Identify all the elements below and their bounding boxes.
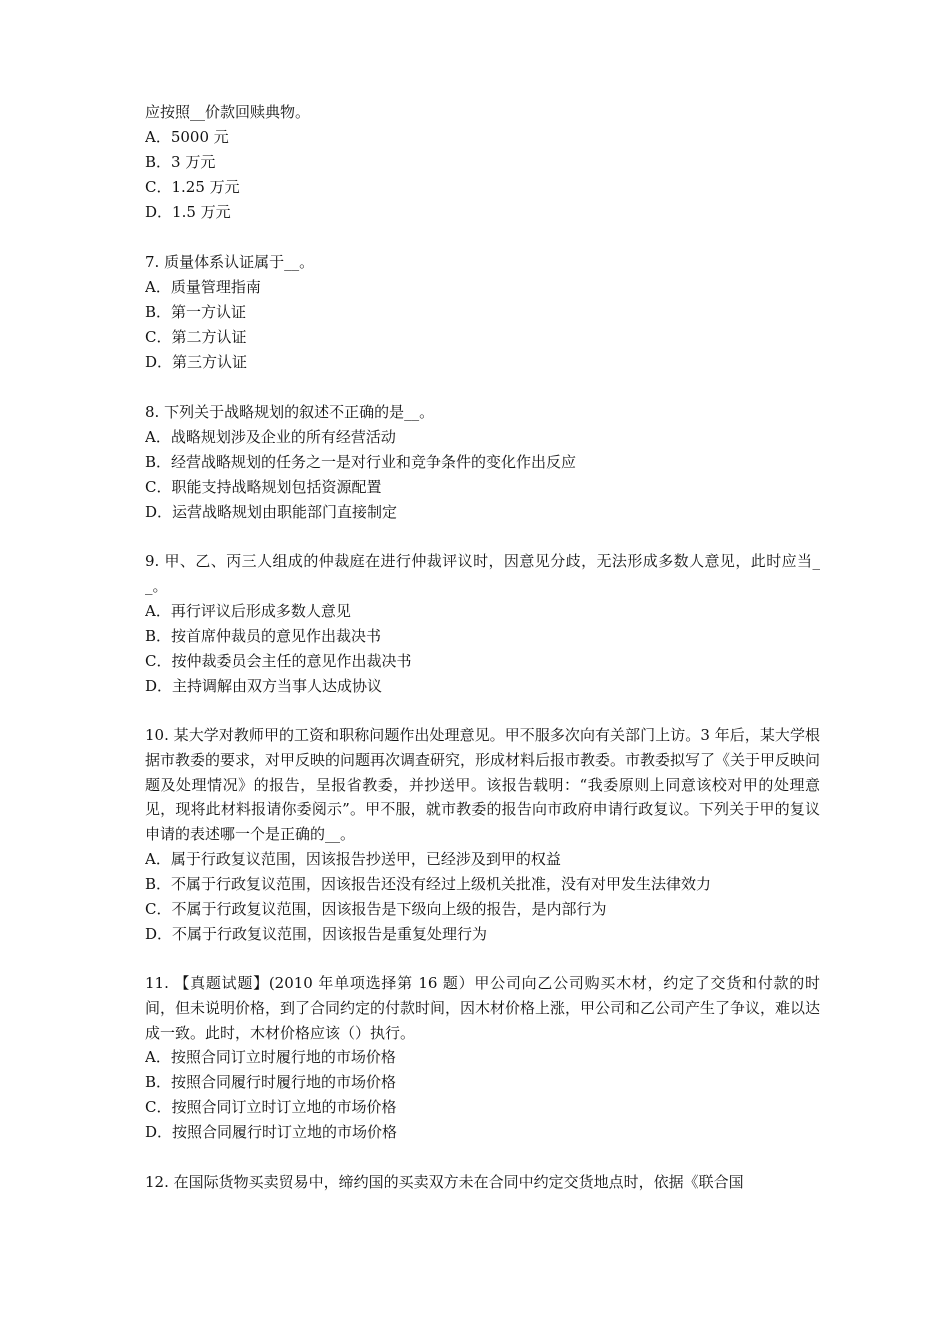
question-8 (145, 400, 820, 525)
question-7 (145, 250, 820, 375)
question-stem: 8. 下列关于战略规划的叙述不正确的是__。 (145, 403, 435, 421)
question-stem: 应按照__价款回赎典物。 (145, 103, 311, 121)
option-b: B．第一方认证 (145, 303, 247, 321)
option-b: B．按照合同履行时履行地的市场价格 (145, 1073, 397, 1092)
option-d: D．主持调解由双方当事人达成协议 (145, 676, 383, 695)
option-c: C．不属于行政复议范围，因该报告是下级向上级的报告，是内部行为 (145, 899, 607, 918)
option-b: B．经营战略规划的任务之一是对行业和竞争条件的变化作出反应 (145, 453, 577, 471)
option-b: B．按首席仲裁员的意见作出裁决书 (145, 626, 382, 645)
option-a: A．属于行政复议范围，因该报告抄送甲，已经涉及到甲的权益 (145, 849, 561, 868)
question-stem: 11. 【真题试题】(2010 年单项选择第 16 题）甲公司向乙公司购买木材，约定了交货和付款的时间，但未说明价格，到了合同约定的付款时间，因木材价格上涨，甲公司和乙公司产生了争议，难以达成一致。此时，木材价格应该（）执行。 (145, 974, 821, 1042)
option-b: B．不属于行政复议范围，因该报告还没有经过上级机关批准，没有对甲发生法律效力 (145, 874, 712, 893)
option-a: A．按照合同订立时履行地的市场价格 (145, 1048, 396, 1067)
question-11 (145, 971, 820, 1145)
option-a: A．5000 元 (145, 128, 229, 146)
option-d: D．运营战略规划由职能部门直接制定 (145, 503, 398, 521)
option-c: C．按仲裁委员会主任的意见作出裁决书 (145, 651, 412, 670)
question-10 (145, 723, 820, 947)
question-6 (145, 100, 820, 225)
option-d: D．不属于行政复议范围，因该报告是重复处理行为 (145, 924, 488, 943)
option-c: C．职能支持战略规划包括资源配置 (145, 478, 382, 496)
option-a: A．再行评议后形成多数人意见 (145, 601, 351, 620)
option-a: A．质量管理指南 (145, 278, 261, 296)
question-9 (145, 549, 820, 699)
option-d: D．按照合同履行时订立地的市场价格 (145, 1123, 398, 1142)
option-d: D．1.5 万元 (145, 203, 231, 221)
question-stem: 12. 在国际货物买卖贸易中，缔约国的买卖双方未在合同中约定交货地点时，依据《联合国 (145, 1173, 744, 1191)
option-a: A．战略规划涉及企业的所有经营活动 (145, 428, 396, 446)
question-stem: 10. 某大学对教师甲的工资和职称问题作出处理意见。甲不服多次向有关部门上访。3 年后，某大学根据市教委的要求，对甲反映的问题再次调查研究，形成材料后报市教委。市教委拟写了《关于甲反映问题及处理情况》的报告，呈报省教委，并抄送甲。该报告载明：“我委原则上同意该校对甲的处理意见，现将此材料报请你委阅示”。甲不服，就市教委的报告向市政府申请行政复议。下列关于甲的复议申请的表述哪一个是正确的__。 (145, 726, 821, 844)
question-stem: 9. 甲、乙、丙三人组成的仲裁庭在进行仲裁评议时，因意见分歧，无法形成多数人意见，此时应当__。 (145, 552, 820, 595)
option-c: C．1.25 万元 (145, 178, 240, 196)
option-b: B．3 万元 (145, 153, 216, 171)
option-c: C．第二方认证 (145, 328, 247, 346)
option-d: D．第三方认证 (145, 353, 248, 371)
question-stem: 7. 质量体系认证属于__。 (145, 253, 315, 271)
question-12 (145, 1170, 820, 1195)
option-c: C．按照合同订立时订立地的市场价格 (145, 1098, 397, 1117)
